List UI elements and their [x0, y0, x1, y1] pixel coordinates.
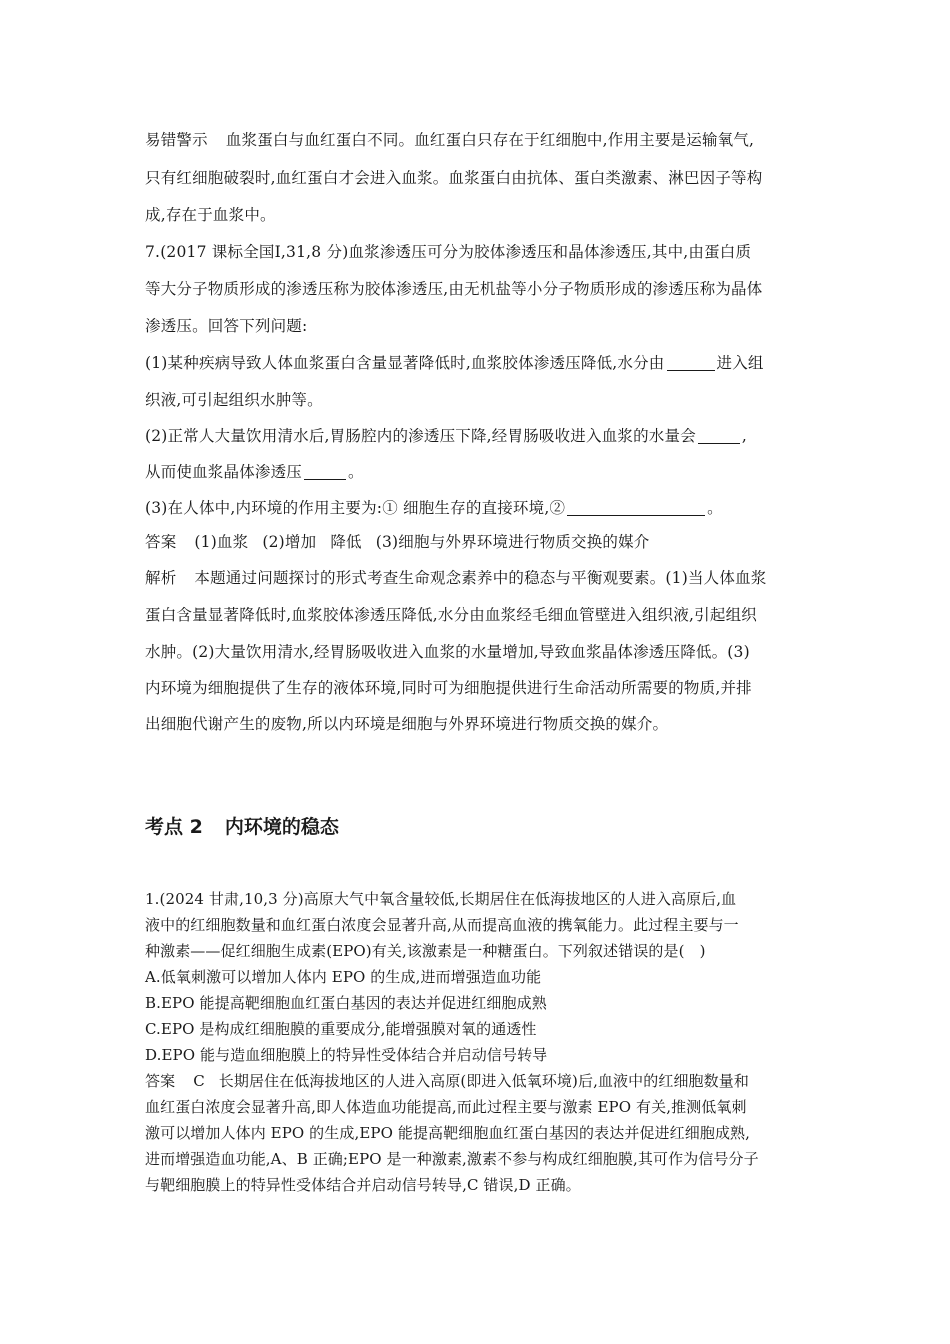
- q7-sub1-line-1: (1)某种疾病导致人体血浆蛋白含量显著降低时,血浆胶体渗透压降低,水分由 进入组: [145, 354, 764, 372]
- q7-sub2-line-1: (2)正常人大量饮用清水后,胃肠腔内的渗透压下降,经胃肠吸收进入血浆的水量会 ,: [145, 427, 748, 445]
- answer-blank: [567, 500, 705, 517]
- answer-blank: [667, 355, 715, 372]
- q1-answer-line-4: 进而增强造血功能,A、B 正确;EPO 是一种激素,激素不参与构成红细胞膜,其可作为信号分子: [145, 1150, 759, 1168]
- section-heading: 考点 2 内环境的稳态: [145, 816, 339, 838]
- q7-analysis-line-4: 内环境为细胞提供了生存的液体环境,同时可为细胞提供进行生命活动所需要的物质,并排: [145, 679, 752, 697]
- answer-label: 答案: [145, 533, 177, 551]
- q1-stem-line-3: 种激素——促红细胞生成素(EPO)有关,该激素是一种糖蛋白。下列叙述错误的是( ): [145, 942, 706, 960]
- q1-answer-line-3: 激可以增加人体内 EPO 的生成,EPO 能提高靶细胞血红蛋白基因的表达并促进红细胞成熟,: [145, 1124, 751, 1142]
- answer-blank: [304, 464, 346, 481]
- q1-option-c: C.EPO 是构成红细胞膜的重要成分,能增强膜对氧的通透性: [145, 1020, 537, 1038]
- q7-stem-line-3: 渗透压。回答下列问题:: [145, 317, 308, 335]
- q7-stem-line-2: 等大分子物质形成的渗透压称为胶体渗透压,由无机盐等小分子物质形成的渗透压称为晶体: [145, 280, 763, 298]
- analysis-label: 解析: [145, 569, 177, 587]
- answer-blank: [698, 428, 740, 445]
- warning-line-1: 易错警示 血浆蛋白与血红蛋白不同。血红蛋白只存在于红细胞中,作用主要是运输氧气,: [145, 131, 755, 149]
- q7-analysis-line-1: 解析 本题通过问题探讨的形式考查生命观念素养中的稳态与平衡观要素。(1)当人体血浆: [145, 569, 767, 587]
- q7-analysis-line-2: 蛋白含量显著降低时,血浆胶体渗透压降低,水分由血浆经毛细血管壁进入组织液,引起组织: [145, 606, 757, 624]
- q7-sub2-line-2: 从而使血浆晶体渗透压 。: [145, 463, 364, 481]
- q7-analysis-line-3: 水肿。(2)大量饮用清水,经胃肠吸收进入血浆的水量增加,导致血浆晶体渗透压降低。(3): [145, 643, 750, 661]
- q1-stem-line-2: 液中的红细胞数量和血红蛋白浓度会显著升高,从而提高血液的携氧能力。此过程主要与一: [145, 916, 739, 934]
- q1-stem-line-1: 1.(2024 甘肃,10,3 分)高原大气中氧含量较低,长期居住在低海拔地区的人进入高原后,血: [145, 890, 737, 908]
- q1-option-a: A.低氧刺激可以增加人体内 EPO 的生成,进而增强造血功能: [145, 968, 542, 986]
- q7-sub3-line: (3)在人体中,内环境的作用主要为:① 细胞生存的直接环境,② 。: [145, 499, 723, 517]
- q7-sub1-line-2: 织液,可引起组织水肿等。: [145, 391, 323, 409]
- answer-label: 答案: [145, 1072, 176, 1090]
- q1-answer-line-2: 血红蛋白浓度会显著升高,即人体造血功能提高,而此过程主要与激素 EPO 有关,推测低氧刺: [145, 1098, 747, 1116]
- q7-answer-line: 答案 (1)血浆 (2)增加 降低 (3)细胞与外界环境进行物质交换的媒介: [145, 533, 650, 551]
- q1-option-b: B.EPO 能提高靶细胞血红蛋白基因的表达并促进红细胞成熟: [145, 994, 547, 1012]
- q1-answer-line-5: 与靶细胞膜上的特异性受体结合并启动信号转导,C 错误,D 正确。: [145, 1176, 581, 1194]
- warning-line-2: 只有红细胞破裂时,血红蛋白才会进入血浆。血浆蛋白由抗体、蛋白类激素、淋巴因子等构: [145, 169, 763, 187]
- q1-option-d: D.EPO 能与造血细胞膜上的特异性受体结合并启动信号转导: [145, 1046, 548, 1064]
- answer-choice: C: [193, 1072, 205, 1090]
- q1-answer-line-1: 答案 C 长期居住在低海拔地区的人进入高原(即进入低氧环境)后,血液中的红细胞数量和: [145, 1072, 749, 1090]
- warning-label: 易错警示: [145, 131, 208, 149]
- warning-line-3: 成,存在于血浆中。: [145, 206, 276, 224]
- q7-analysis-line-5: 出细胞代谢产生的废物,所以内环境是细胞与外界环境进行物质交换的媒介。: [145, 715, 669, 733]
- q7-stem-line-1: 7.(2017 课标全国Ⅰ,31,8 分)血浆渗透压可分为胶体渗透压和晶体渗透压,其中,由蛋白质: [145, 243, 752, 261]
